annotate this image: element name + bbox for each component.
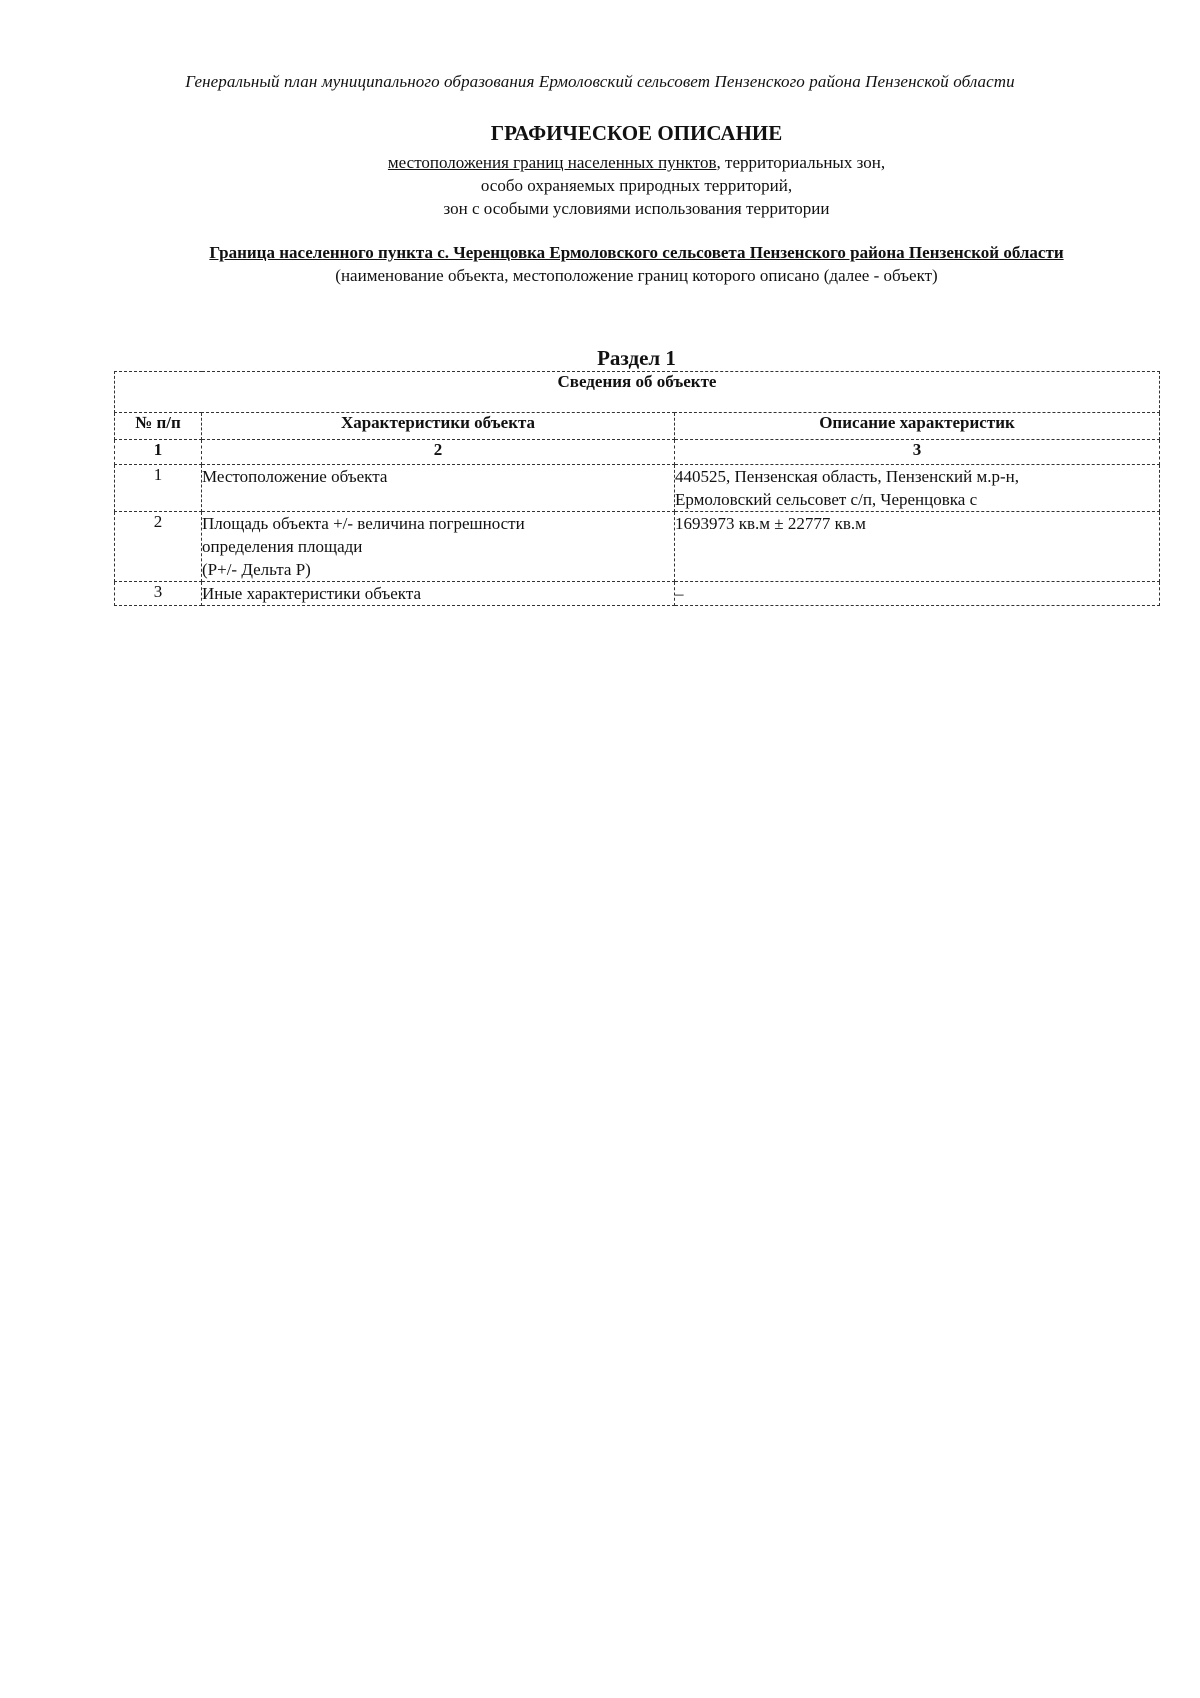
cell-line: –	[675, 584, 684, 603]
subtitle-underlined-part: местоположения границ населенных пунктов	[387, 153, 717, 172]
cell-line: (P+/- Дельта P)	[202, 560, 311, 579]
cell-line: 440525, Пензенская область, Пензенский м.р-н,	[675, 467, 1019, 486]
row-characteristic	[202, 512, 675, 582]
header-description: Описание характеристик	[675, 413, 1160, 440]
object-name-caption: (наименование объекта, местоположение границ которого описано (далее - объект)	[335, 266, 938, 285]
subtitle-line-3: зон с особыми условиями использования территории	[443, 199, 830, 218]
row-description	[675, 512, 1160, 582]
column-number-2: 2	[202, 440, 675, 465]
cell-line: Ермоловский сельсовет с/п, Черенцовка с	[675, 490, 978, 509]
table-header-row	[115, 413, 1160, 440]
section-title: Раздел 1	[597, 346, 676, 370]
row-description	[675, 582, 1160, 606]
row-number: 3	[115, 582, 202, 606]
running-header: Генеральный план муниципального образования Ермоловский сельсовет Пензенского района Пензенской области	[185, 72, 1015, 91]
cell-line: Местоположение объекта	[202, 467, 388, 486]
row-number: 2	[115, 512, 202, 582]
table-caption: Сведения об объекте	[115, 372, 1160, 413]
cell-line: Иные характеристики объекта	[202, 584, 422, 603]
cell-line: определения площади	[202, 537, 363, 556]
row-characteristic	[202, 582, 675, 606]
cell-line: Площадь объекта +/- величина погрешности	[202, 514, 525, 533]
subtitle-line-2: особо охраняемых природных территорий,	[480, 176, 793, 195]
row-number: 1	[115, 465, 202, 512]
row-description	[675, 465, 1160, 512]
column-number-3: 3	[675, 440, 1160, 465]
cell-line: 1693973 кв.м ± 22777 кв.м	[675, 514, 866, 533]
object-name: Граница населенного пункта с. Черенцовка Ермоловского сельсовета Пензенского района Пензенской области	[209, 243, 1064, 262]
column-number-1: 1	[115, 440, 202, 465]
table-row	[115, 582, 1160, 606]
subtitle-line-1	[0, 151, 1200, 174]
table-caption-row	[115, 372, 1160, 413]
object-info-table	[114, 371, 1160, 606]
header-characteristics: Характеристики объекта	[202, 413, 675, 440]
document-title: ГРАФИЧЕСКОЕ ОПИСАНИЕ	[490, 121, 783, 145]
table-column-number-row	[115, 440, 1160, 465]
header-num: № п/п	[115, 413, 202, 440]
table-row	[115, 465, 1160, 512]
row-characteristic	[202, 465, 675, 512]
table-row	[115, 512, 1160, 582]
subtitle-rest-part: , территориальных зон,	[716, 153, 886, 172]
document-subtitle	[0, 151, 1200, 220]
